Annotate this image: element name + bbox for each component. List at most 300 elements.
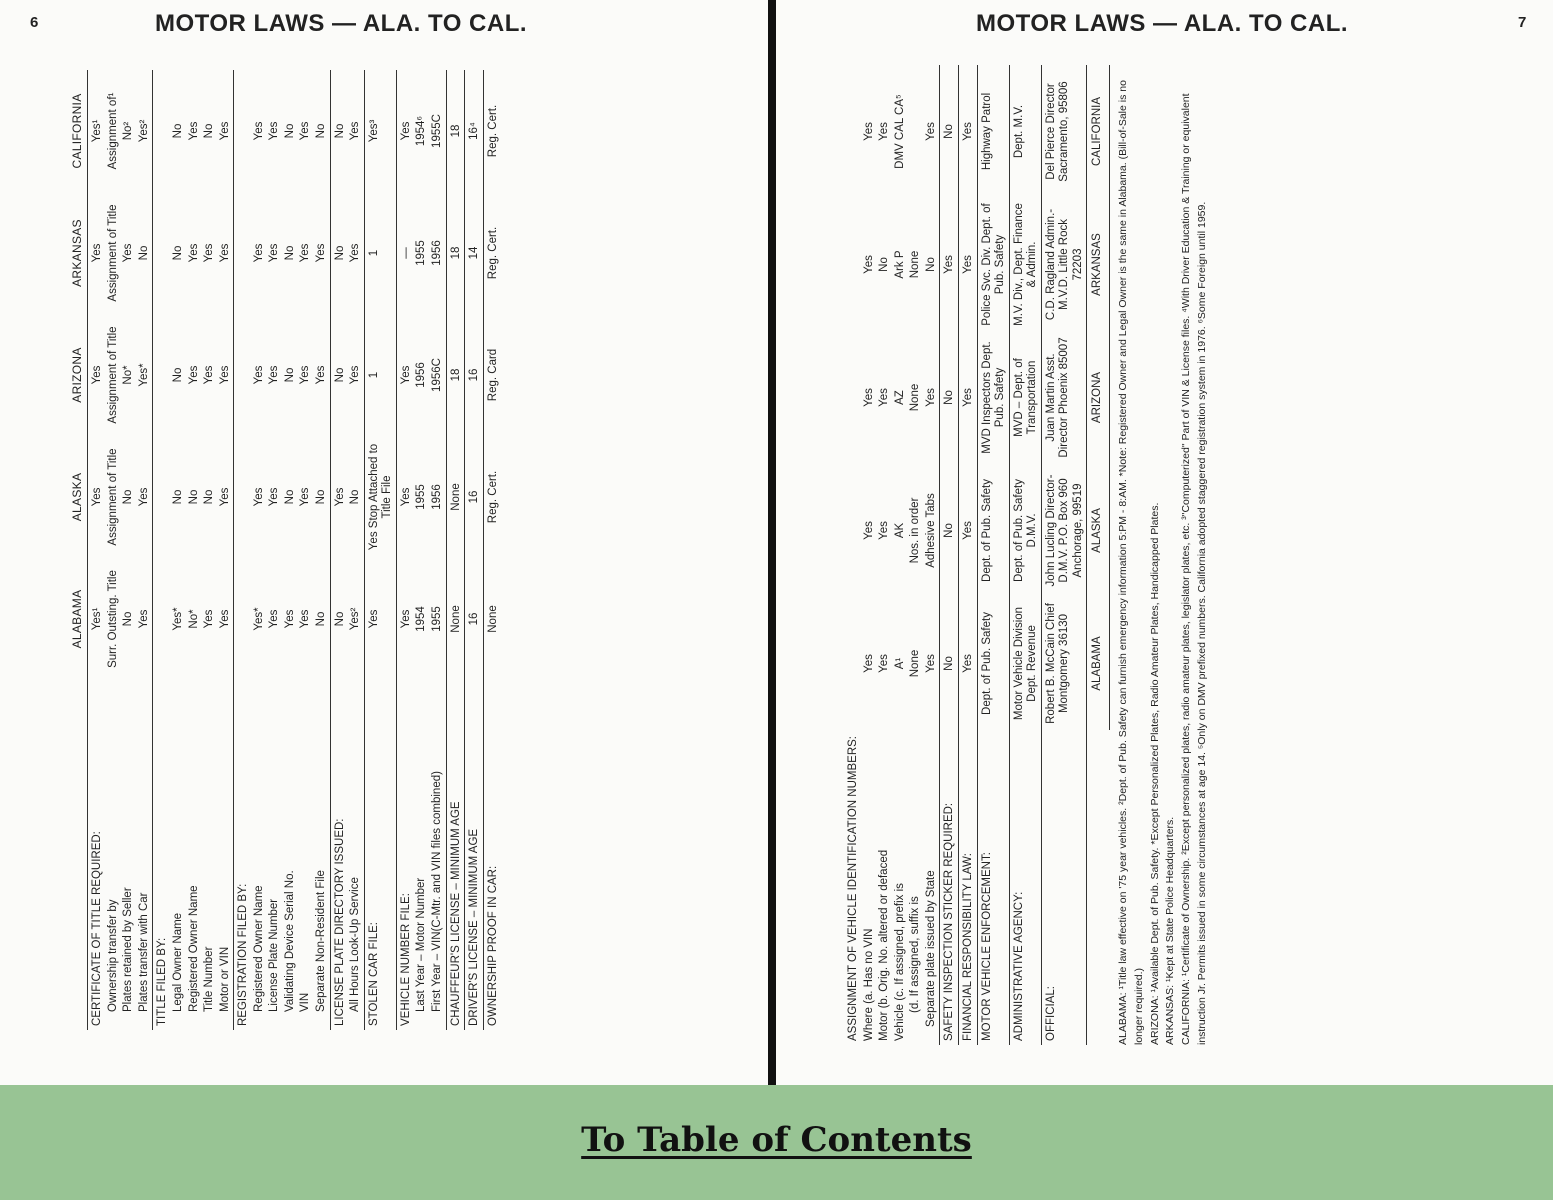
left-cell: Yes xyxy=(349,365,362,385)
right-cell: Yes xyxy=(862,122,875,141)
right-row xyxy=(924,65,940,1045)
left-cell: Yes xyxy=(315,365,328,385)
right-cell: None xyxy=(909,250,922,279)
right-cell: No xyxy=(924,257,937,272)
left-cell: 18 xyxy=(446,192,465,314)
left-cell: No xyxy=(187,489,200,505)
left-label-text: VEHICLE NUMBER FILE: xyxy=(399,893,412,1026)
left-row-label xyxy=(218,680,234,1030)
left-cell: Yes¹ xyxy=(91,119,104,143)
left-label-text: STOLEN CAR FILE: xyxy=(367,922,380,1026)
right-cell: No xyxy=(878,257,891,272)
right-label-text: Vehicle (c. If assigned, prefix is xyxy=(893,883,906,1041)
right-cell: Yes xyxy=(862,654,875,673)
left-row-label xyxy=(364,680,396,1030)
right-cell xyxy=(908,65,924,198)
right-cell: Yes xyxy=(940,198,959,331)
left-cell: No xyxy=(330,70,348,192)
left-cell: Yes xyxy=(299,487,312,507)
left-label-text: Last Year – Motor Number xyxy=(415,877,428,1012)
left-cell: Yes xyxy=(187,365,200,385)
right-cell: Dept. of Pub. Safety xyxy=(977,464,1009,597)
right-cell xyxy=(844,65,862,198)
left-column-header: ALABAMA xyxy=(66,558,88,680)
left-cell: 1 xyxy=(364,314,396,436)
left-cell: No xyxy=(203,123,216,139)
left-label-text: VIN xyxy=(299,992,312,1012)
right-cell: No xyxy=(940,464,959,597)
left-row xyxy=(298,70,314,1030)
left-cell: 16 xyxy=(465,558,484,680)
right-rotated-table-wrap xyxy=(844,65,1211,1045)
left-cell: No xyxy=(315,611,328,627)
left-cell: Yes xyxy=(396,558,414,680)
right-cell: Robert B. McCain Chief Montgomery 36130 xyxy=(1041,597,1087,730)
left-cell: No xyxy=(203,489,216,505)
left-cell: Yes xyxy=(203,609,216,629)
right-cell xyxy=(844,464,862,597)
left-rotated-table-wrap xyxy=(66,70,501,1030)
left-cell: Yes xyxy=(268,121,281,141)
left-cell: 16⁴ xyxy=(465,70,484,192)
left-cell: Reg. Card xyxy=(483,314,501,436)
right-cell: Ark P xyxy=(893,250,906,279)
left-cell: Yes xyxy=(91,365,104,385)
left-cell xyxy=(234,192,252,314)
left-row-label xyxy=(430,680,446,1030)
left-cell: Yes xyxy=(268,609,281,629)
left-label-text: All Hours Look-Up Service xyxy=(349,877,362,1012)
left-cell: 1956 xyxy=(430,484,443,510)
left-label-text: TITLE FILED BY: xyxy=(156,937,169,1026)
left-cell: No xyxy=(330,558,348,680)
left-cell: Yes² xyxy=(349,607,362,631)
right-cell: AK xyxy=(893,522,906,539)
right-cell: Yes xyxy=(924,122,937,141)
left-label-text: Ownership transfer by xyxy=(106,899,119,1012)
left-cell: No xyxy=(171,123,184,139)
left-column-header: ARIZONA xyxy=(66,314,88,436)
right-label-text: Where (a. Has no VIN xyxy=(862,928,875,1041)
left-cell xyxy=(153,70,171,192)
right-cell: No xyxy=(940,331,959,464)
right-row xyxy=(1009,65,1041,1045)
left-cell: Yes xyxy=(268,243,281,263)
left-label-text: First Year – VIN(C-Mtr. and VIN files combined) xyxy=(430,771,443,1012)
left-cell: Yes xyxy=(218,365,231,385)
left-row xyxy=(252,70,268,1030)
left-cell: 1956C xyxy=(430,358,443,392)
right-row xyxy=(844,65,862,1045)
right-column-footer: ALASKA xyxy=(1087,464,1110,597)
right-row xyxy=(958,65,977,1045)
right-row-label xyxy=(893,730,909,1045)
left-cell: 1955 xyxy=(430,606,443,632)
right-cell: Yes xyxy=(958,331,977,464)
right-cell: Del Pierce Director Sacramento, 95806 xyxy=(1041,65,1087,198)
left-cell: 1954 xyxy=(415,606,428,632)
left-row xyxy=(153,70,171,1030)
left-row-label xyxy=(330,680,348,1030)
right-cell: AZ xyxy=(893,390,906,405)
right-column-footer: ALABAMA xyxy=(1087,597,1110,730)
left-cell xyxy=(153,192,171,314)
left-cell: Reg. Cert. xyxy=(483,436,501,558)
left-column-header: ARKANSAS xyxy=(66,192,88,314)
right-cell: Yes xyxy=(958,464,977,597)
left-page xyxy=(0,0,770,1085)
left-column-header: ALASKA xyxy=(66,436,88,558)
left-row-label xyxy=(88,680,106,1030)
right-row-label xyxy=(977,730,1009,1045)
right-row-label xyxy=(908,730,924,1045)
left-cell: Yes xyxy=(349,243,362,263)
left-cell: Yes* xyxy=(171,607,184,631)
left-label-text: Validating Device Serial No. xyxy=(283,870,296,1012)
left-cell: Yes xyxy=(218,121,231,141)
right-cell: Motor Vehicle Division Dept. Revenue xyxy=(1009,597,1041,730)
footnote-line: ARIZONA: ¹Available Dept. of Pub. Safety. *Except Personalized Plates, Radio Amateur Plates, Handicapped Plates. xyxy=(1148,502,1161,1045)
right-cell: No xyxy=(940,65,959,198)
left-cell: Assignment of¹ xyxy=(106,92,119,170)
right-cell: Yes xyxy=(878,654,891,673)
left-cell: Yes xyxy=(283,609,296,629)
left-cell: Yes³ xyxy=(364,70,396,192)
left-cell: No* xyxy=(187,609,200,629)
right-cell: A¹ xyxy=(893,657,906,670)
right-row xyxy=(908,65,924,1045)
left-cell xyxy=(234,70,252,192)
left-cell: No xyxy=(283,367,296,383)
left-row-label xyxy=(314,680,330,1030)
left-cell: Yes xyxy=(268,487,281,507)
left-label-text: Title Number xyxy=(203,946,216,1012)
right-cell: Highway Patrol xyxy=(977,65,1009,198)
left-cell: No xyxy=(283,245,296,261)
left-label-text: REGISTRATION FILED BY: xyxy=(237,883,250,1026)
table-of-contents-link[interactable]: To Table of Contents xyxy=(581,1120,972,1160)
left-cell: Yes xyxy=(396,70,414,192)
right-label-text: (d. If assigned, suffix is xyxy=(909,896,922,1013)
left-column-header: CALIFORNIA xyxy=(66,70,88,192)
left-cell: Yes xyxy=(218,487,231,507)
left-cell: Yes* xyxy=(252,607,265,631)
right-column-footer: ARKANSAS xyxy=(1087,198,1110,331)
right-cell: M.V. Div., Dept. Finance & Admin. xyxy=(1009,198,1041,331)
right-label-text: SAFETY INSPECTION STICKER REQUIRED: xyxy=(943,802,956,1041)
left-cell: Yes xyxy=(252,487,265,507)
right-label-text: MOTOR VEHICLE ENFORCEMENT: xyxy=(980,852,993,1041)
left-row xyxy=(121,70,137,1030)
left-label-text: Plates transfer with Car xyxy=(137,892,150,1012)
left-cell xyxy=(153,436,171,558)
left-cell: Yes xyxy=(218,243,231,263)
left-cell xyxy=(234,314,252,436)
left-row xyxy=(137,70,153,1030)
right-cell: Yes xyxy=(862,388,875,407)
left-cell: No* xyxy=(122,365,135,385)
left-cell: No xyxy=(349,489,362,505)
left-cell: No xyxy=(122,611,135,627)
right-cell: No xyxy=(940,597,959,730)
right-cell: Yes xyxy=(958,597,977,730)
left-cell: 18 xyxy=(446,314,465,436)
right-cell: Nos. in order xyxy=(909,497,922,564)
left-cell: 1956 xyxy=(430,240,443,266)
left-cell: No xyxy=(171,245,184,261)
left-row xyxy=(106,70,122,1030)
left-cell xyxy=(153,314,171,436)
left-cell: Yes xyxy=(252,365,265,385)
left-cell: Yes xyxy=(299,609,312,629)
left-cell: Reg. Cert. xyxy=(483,70,501,192)
right-cell: MVD Inspectors Dept. Pub. Safety xyxy=(977,331,1009,464)
left-cell: Yes xyxy=(91,243,104,263)
left-cell: — xyxy=(396,192,414,314)
left-cell: 1955C xyxy=(430,114,443,148)
left-row xyxy=(187,70,203,1030)
right-footer-label xyxy=(1087,730,1110,1045)
right-cell: MVD – Dept. of Transportation xyxy=(1009,331,1041,464)
left-cell: None xyxy=(446,558,465,680)
left-row-label xyxy=(202,680,218,1030)
left-cell: None xyxy=(446,436,465,558)
right-cell: None xyxy=(909,649,922,678)
right-cell: Yes xyxy=(878,388,891,407)
left-cell: Yes Stop Attached to Title File xyxy=(364,436,396,558)
left-row xyxy=(465,70,484,1030)
left-cell: 1954⁶ xyxy=(415,115,428,147)
left-label-text: CHAUFFEUR'S LICENSE – MINIMUM AGE xyxy=(449,801,462,1026)
left-cell: Yes xyxy=(137,609,150,629)
left-cell: Yes xyxy=(396,436,414,558)
left-cell: Yes xyxy=(91,487,104,507)
left-cell: 1 xyxy=(364,192,396,314)
left-cell xyxy=(234,558,252,680)
left-cell: Yes xyxy=(299,243,312,263)
left-row xyxy=(414,70,430,1030)
right-cell: None xyxy=(909,383,922,412)
right-cell: Dept. of Pub. Safety D.M.V. xyxy=(1009,464,1041,597)
left-cell: Yes xyxy=(137,487,150,507)
left-row-label xyxy=(446,680,465,1030)
left-cell: Yes xyxy=(299,121,312,141)
footnote-line: ARKANSAS: ¹Kept at State Police Headquarters. xyxy=(1164,816,1177,1045)
left-label-text: OWNERSHIP PROOF IN CAR: xyxy=(486,865,499,1026)
left-cell: No xyxy=(283,489,296,505)
left-label-text: Legal Owner Name xyxy=(171,912,184,1012)
right-row xyxy=(877,65,893,1045)
left-row xyxy=(267,70,283,1030)
left-row-label xyxy=(106,680,122,1030)
right-cell: C.D. Ragland Admin.-M.V.D. Little Rock 72203 xyxy=(1041,198,1087,331)
right-cell: John Lucling Director-D.M.V. P.O. Box 960 Anchorage, 99519 xyxy=(1041,464,1087,597)
right-page-number: 7 xyxy=(1518,14,1527,31)
left-row-label xyxy=(187,680,203,1030)
right-page-title: MOTOR LAWS — ALA. TO CAL. xyxy=(976,10,1349,37)
left-row-label xyxy=(234,680,252,1030)
left-cell: No xyxy=(330,192,348,314)
left-label-text: DRIVER'S LICENSE – MINIMUM AGE xyxy=(468,828,481,1026)
left-label-text: Separate Non-Resident File xyxy=(315,870,328,1012)
left-cell: Assignment of Title xyxy=(106,448,119,546)
left-row-label xyxy=(252,680,268,1030)
left-row xyxy=(283,70,299,1030)
right-row-label xyxy=(958,730,977,1045)
left-row-label xyxy=(267,680,283,1030)
left-row xyxy=(364,70,396,1030)
right-cell: Yes xyxy=(958,198,977,331)
right-label-text: OFFICIAL: xyxy=(1044,986,1057,1041)
right-row xyxy=(893,65,909,1045)
left-cell: Yes xyxy=(218,609,231,629)
left-label-text: LICENSE PLATE DIRECTORY ISSUED: xyxy=(333,818,346,1026)
right-row-label xyxy=(844,730,862,1045)
right-cell: Yes xyxy=(958,65,977,198)
left-row xyxy=(430,70,446,1030)
left-row xyxy=(218,70,234,1030)
right-row-label xyxy=(877,730,893,1045)
left-row xyxy=(446,70,465,1030)
left-row-label xyxy=(153,680,171,1030)
footnotes xyxy=(1116,65,1211,1045)
left-row-label xyxy=(137,680,153,1030)
left-cell: Yes xyxy=(299,365,312,385)
right-cell: DMV CAL CA⁵ xyxy=(893,94,906,169)
left-label-text: Plates retained by Seller xyxy=(122,887,135,1012)
left-cell: Yes xyxy=(203,365,216,385)
left-cell: Yes xyxy=(187,121,200,141)
left-cell: No xyxy=(315,489,328,505)
right-cell: Juan Martin Asst. Director Phoenix 85007 xyxy=(1041,331,1087,464)
left-cell: No xyxy=(122,489,135,505)
right-row xyxy=(940,65,959,1045)
left-row xyxy=(396,70,414,1030)
left-cell: Yes xyxy=(330,436,348,558)
left-page-title: MOTOR LAWS — ALA. TO CAL. xyxy=(155,10,528,37)
left-cell: Yes xyxy=(187,243,200,263)
left-label-text: Registered Owner Name xyxy=(252,885,265,1012)
right-row-label xyxy=(1041,730,1087,1045)
left-row-label xyxy=(348,680,364,1030)
right-column-footer: CALIFORNIA xyxy=(1087,65,1110,198)
right-cell: Adhesive Tabs xyxy=(924,493,937,568)
left-row xyxy=(330,70,348,1030)
right-cell xyxy=(844,198,862,331)
left-cell: Yes² xyxy=(137,119,150,143)
left-cell: Yes¹ xyxy=(91,607,104,631)
left-cell xyxy=(234,436,252,558)
right-cell: Yes xyxy=(924,388,937,407)
right-cell: Yes xyxy=(924,654,937,673)
left-cell: 16 xyxy=(465,436,484,558)
left-row xyxy=(171,70,187,1030)
right-cell xyxy=(844,597,862,730)
left-cell: No xyxy=(137,245,150,261)
right-label-text: ADMINISTRATIVE AGENCY: xyxy=(1012,891,1025,1041)
left-cell: No xyxy=(171,367,184,383)
left-row-label xyxy=(121,680,137,1030)
left-cell: 1955 xyxy=(415,240,428,266)
left-cell: Yes xyxy=(349,121,362,141)
left-cell: None xyxy=(483,558,501,680)
left-row-label xyxy=(465,680,484,1030)
left-cell: Assignment of Title xyxy=(106,326,119,424)
right-label-text: FINANCIAL RESPONSIBILITY LAW: xyxy=(961,853,974,1041)
left-row xyxy=(348,70,364,1030)
left-cell: 14 xyxy=(465,192,484,314)
left-row-label xyxy=(414,680,430,1030)
right-row-label xyxy=(1009,730,1041,1045)
right-motor-laws-table xyxy=(844,65,1110,1045)
left-motor-laws-table xyxy=(66,70,501,1030)
left-cell: Reg. Cert. xyxy=(483,192,501,314)
right-cell: Dept. of Pub. Safety xyxy=(977,597,1009,730)
right-row xyxy=(862,65,878,1045)
left-header-label xyxy=(66,680,88,1030)
book-gutter xyxy=(768,0,776,1085)
left-row xyxy=(314,70,330,1030)
left-row xyxy=(88,70,106,1030)
left-cell: Yes xyxy=(268,365,281,385)
right-row xyxy=(977,65,1009,1045)
right-cell: Yes xyxy=(862,521,875,540)
left-cell: 1955 xyxy=(415,484,428,510)
left-cell: Assignment of Title xyxy=(106,204,119,302)
right-row-label xyxy=(940,730,959,1045)
footnote-line: ALABAMA: ¹Title law effective on '75 year vehicles. ²Dept. of Pub. Safety can furnish emergency information 5:PM - 8:AM. *Note: Registered Owner and Legal Owner is the same in Alabama. (Bill-of-Sale is no longer required.) xyxy=(1117,80,1145,1045)
left-cell: Yes xyxy=(364,558,396,680)
left-row-label xyxy=(283,680,299,1030)
left-cell: No xyxy=(171,489,184,505)
left-cell: No xyxy=(330,314,348,436)
right-label-text: Separate plate issued by State xyxy=(924,870,937,1027)
right-cell: Police Svc. Div. Dept. of Pub. Safety xyxy=(977,198,1009,331)
left-cell: Yes xyxy=(315,243,328,263)
left-cell: Yes xyxy=(203,243,216,263)
right-page xyxy=(776,0,1553,1085)
left-cell: No xyxy=(315,123,328,139)
left-cell: No xyxy=(283,123,296,139)
left-label-text: CERTIFICATE OF TITLE REQUIRED: xyxy=(91,831,104,1026)
left-row-label xyxy=(171,680,187,1030)
left-row-label xyxy=(396,680,414,1030)
left-cell: No² xyxy=(122,121,135,141)
left-cell: 1956 xyxy=(415,362,428,388)
left-row xyxy=(483,70,501,1030)
right-label-text: Motor (b. Orig. No. altered or defaced xyxy=(878,849,891,1041)
right-row-label xyxy=(924,730,940,1045)
left-cell: Yes* xyxy=(137,363,150,387)
left-label-text: Registered Owner Name xyxy=(187,885,200,1012)
left-cell: Yes xyxy=(252,243,265,263)
footnote-line: CALIFORNIA: ¹Certificate of Ownership. ²Except personalized plates, radio amateur plates, legislator plates, etc. ³"Computerized" Part of VIN & License files. ⁴With Driver Education & Training or equivalent instruction Jr. Permits issued in some circumstances at age 14. ⁵Only on DMV prefixed numbers. California adopted staggered registration system in 1976. ⁶Some Foreign until 1959. xyxy=(1180,93,1208,1045)
left-label-text: Motor or VIN xyxy=(218,946,231,1012)
right-cell: Yes xyxy=(878,521,891,540)
right-cell: Dept. M.V. xyxy=(1009,65,1041,198)
left-row xyxy=(202,70,218,1030)
left-cell: 16 xyxy=(465,314,484,436)
left-label-text: License Plate Number xyxy=(268,898,281,1012)
left-page-number: 6 xyxy=(30,14,39,31)
left-cell: Yes xyxy=(122,243,135,263)
left-row xyxy=(234,70,252,1030)
left-cell: Surr. Outsting. Title xyxy=(106,570,119,668)
right-row-label xyxy=(862,730,878,1045)
left-cell: Yes xyxy=(252,121,265,141)
right-label-text: ASSIGNMENT OF VEHICLE IDENTIFICATION NUMBERS: xyxy=(847,736,859,1041)
left-row-label xyxy=(298,680,314,1030)
